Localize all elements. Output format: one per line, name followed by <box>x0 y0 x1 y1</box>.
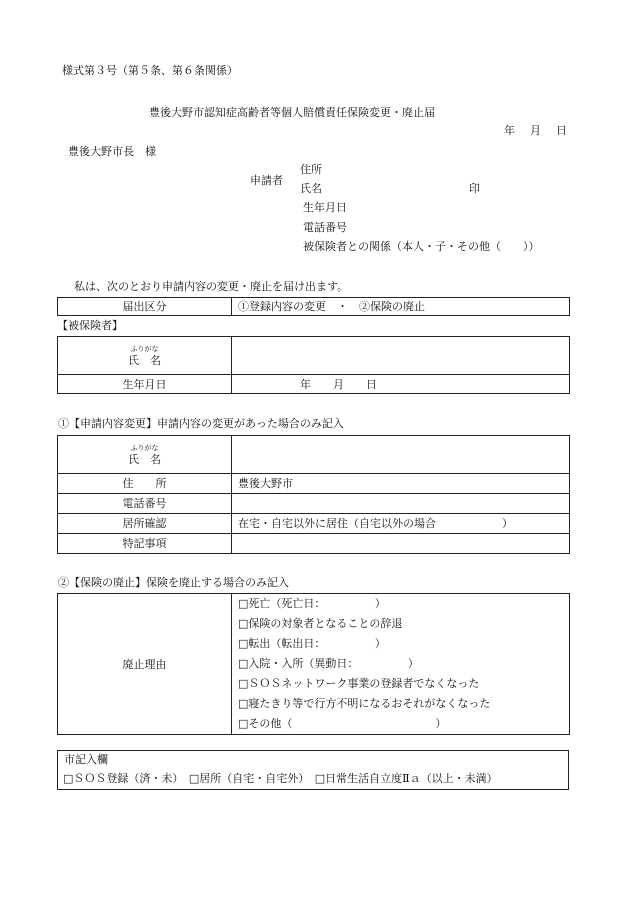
notice-type-options[interactable]: ①登録内容の変更 ・ ②保険の廃止 <box>232 298 570 316</box>
reason-sos-unregistered[interactable]: □ＳＯＳネットワーク事業の登録者でなくなった <box>238 677 480 690</box>
abolish-reasons-cell <box>232 594 570 735</box>
addressee: 豊後大野市長 様 <box>68 145 156 158</box>
change-name-field[interactable] <box>232 436 570 474</box>
applicant-phone-label: 電話番号 <box>303 221 347 234</box>
insured-dob-label: 生年月日 <box>58 375 232 394</box>
reason-decline[interactable]: □保険の対象者となることの辞退 <box>238 617 403 630</box>
statement: 私は、次のとおり申請内容の変更・廃止を届け出ます。 <box>74 280 349 293</box>
seal-mark: 印 <box>469 182 480 195</box>
change-table <box>57 435 570 554</box>
reason-death[interactable]: □死亡（死亡日： ） <box>238 597 386 610</box>
change-phone-label: 電話番号 <box>58 494 232 514</box>
change-address-label: 住 所 <box>58 474 232 494</box>
change-address-field[interactable]: 豊後大野市 <box>232 474 570 494</box>
reason-hospital[interactable]: □入院・入所（異動日： ） <box>238 657 419 670</box>
insured-name-label-cell <box>58 337 232 375</box>
reason-no-risk[interactable]: □寝たきり等で行方不明になるおそれがなくなった <box>238 697 491 710</box>
abolish-reason-label: 廃止理由 <box>58 594 232 735</box>
date-line: 年 月 日 <box>504 124 569 137</box>
change-furigana-label: ふりがな <box>130 443 159 452</box>
applicant-relation: 被保険者との関係（本人・子・その他（ ）） <box>303 240 540 253</box>
applicant-dob-label: 生年月日 <box>303 201 347 214</box>
form-title: 豊後大野市認知症高齢者等個人賠償責任保険変更・廃止届 <box>149 106 435 119</box>
residence-field[interactable]: 在宅・自宅以外に居住（自宅以外の場合 ） <box>232 514 570 534</box>
notice-type-label: 届出区分 <box>58 298 232 316</box>
insured-dob-field[interactable]: 年 月 日 <box>232 375 570 394</box>
change-name-label-cell <box>58 436 232 474</box>
applicant-name-label: 氏名 <box>300 182 322 195</box>
insured-name-field[interactable] <box>232 337 570 375</box>
reason-other[interactable]: □その他（ ） <box>238 717 447 730</box>
insured-furigana-label: ふりがな <box>130 344 159 353</box>
city-use-heading: 市記入欄 <box>64 753 108 766</box>
notice-type-table <box>57 297 570 316</box>
city-use-box <box>57 750 569 790</box>
insured-heading: 【被保険者】 <box>57 319 123 332</box>
applicant-address-label: 住所 <box>300 163 322 176</box>
change-phone-field[interactable] <box>232 494 570 514</box>
notes-label: 特記事項 <box>58 534 232 554</box>
reason-moved-out[interactable]: □転出（転出日： ） <box>238 637 386 650</box>
notes-field[interactable] <box>232 534 570 554</box>
insured-table <box>57 336 570 394</box>
change-name-label: 氏 名 <box>128 452 161 466</box>
city-use-items[interactable]: □ＳＯＳ登録（済・未） □居所（自宅・自宅外） □日常生活自立度Ⅱａ（以上・未満） <box>63 772 498 785</box>
form-number: 様式第３号（第５条、第６条関係） <box>62 64 238 77</box>
change-heading: ①【申請内容変更】申請内容の変更があった場合のみ記入 <box>58 417 344 430</box>
residence-label: 居所確認 <box>58 514 232 534</box>
abolish-table <box>57 593 570 735</box>
applicant-label: 申請者 <box>250 174 283 187</box>
insured-name-label: 氏 名 <box>128 353 161 367</box>
abolish-heading: ②【保険の廃止】保険を廃止する場合のみ記入 <box>58 576 289 589</box>
